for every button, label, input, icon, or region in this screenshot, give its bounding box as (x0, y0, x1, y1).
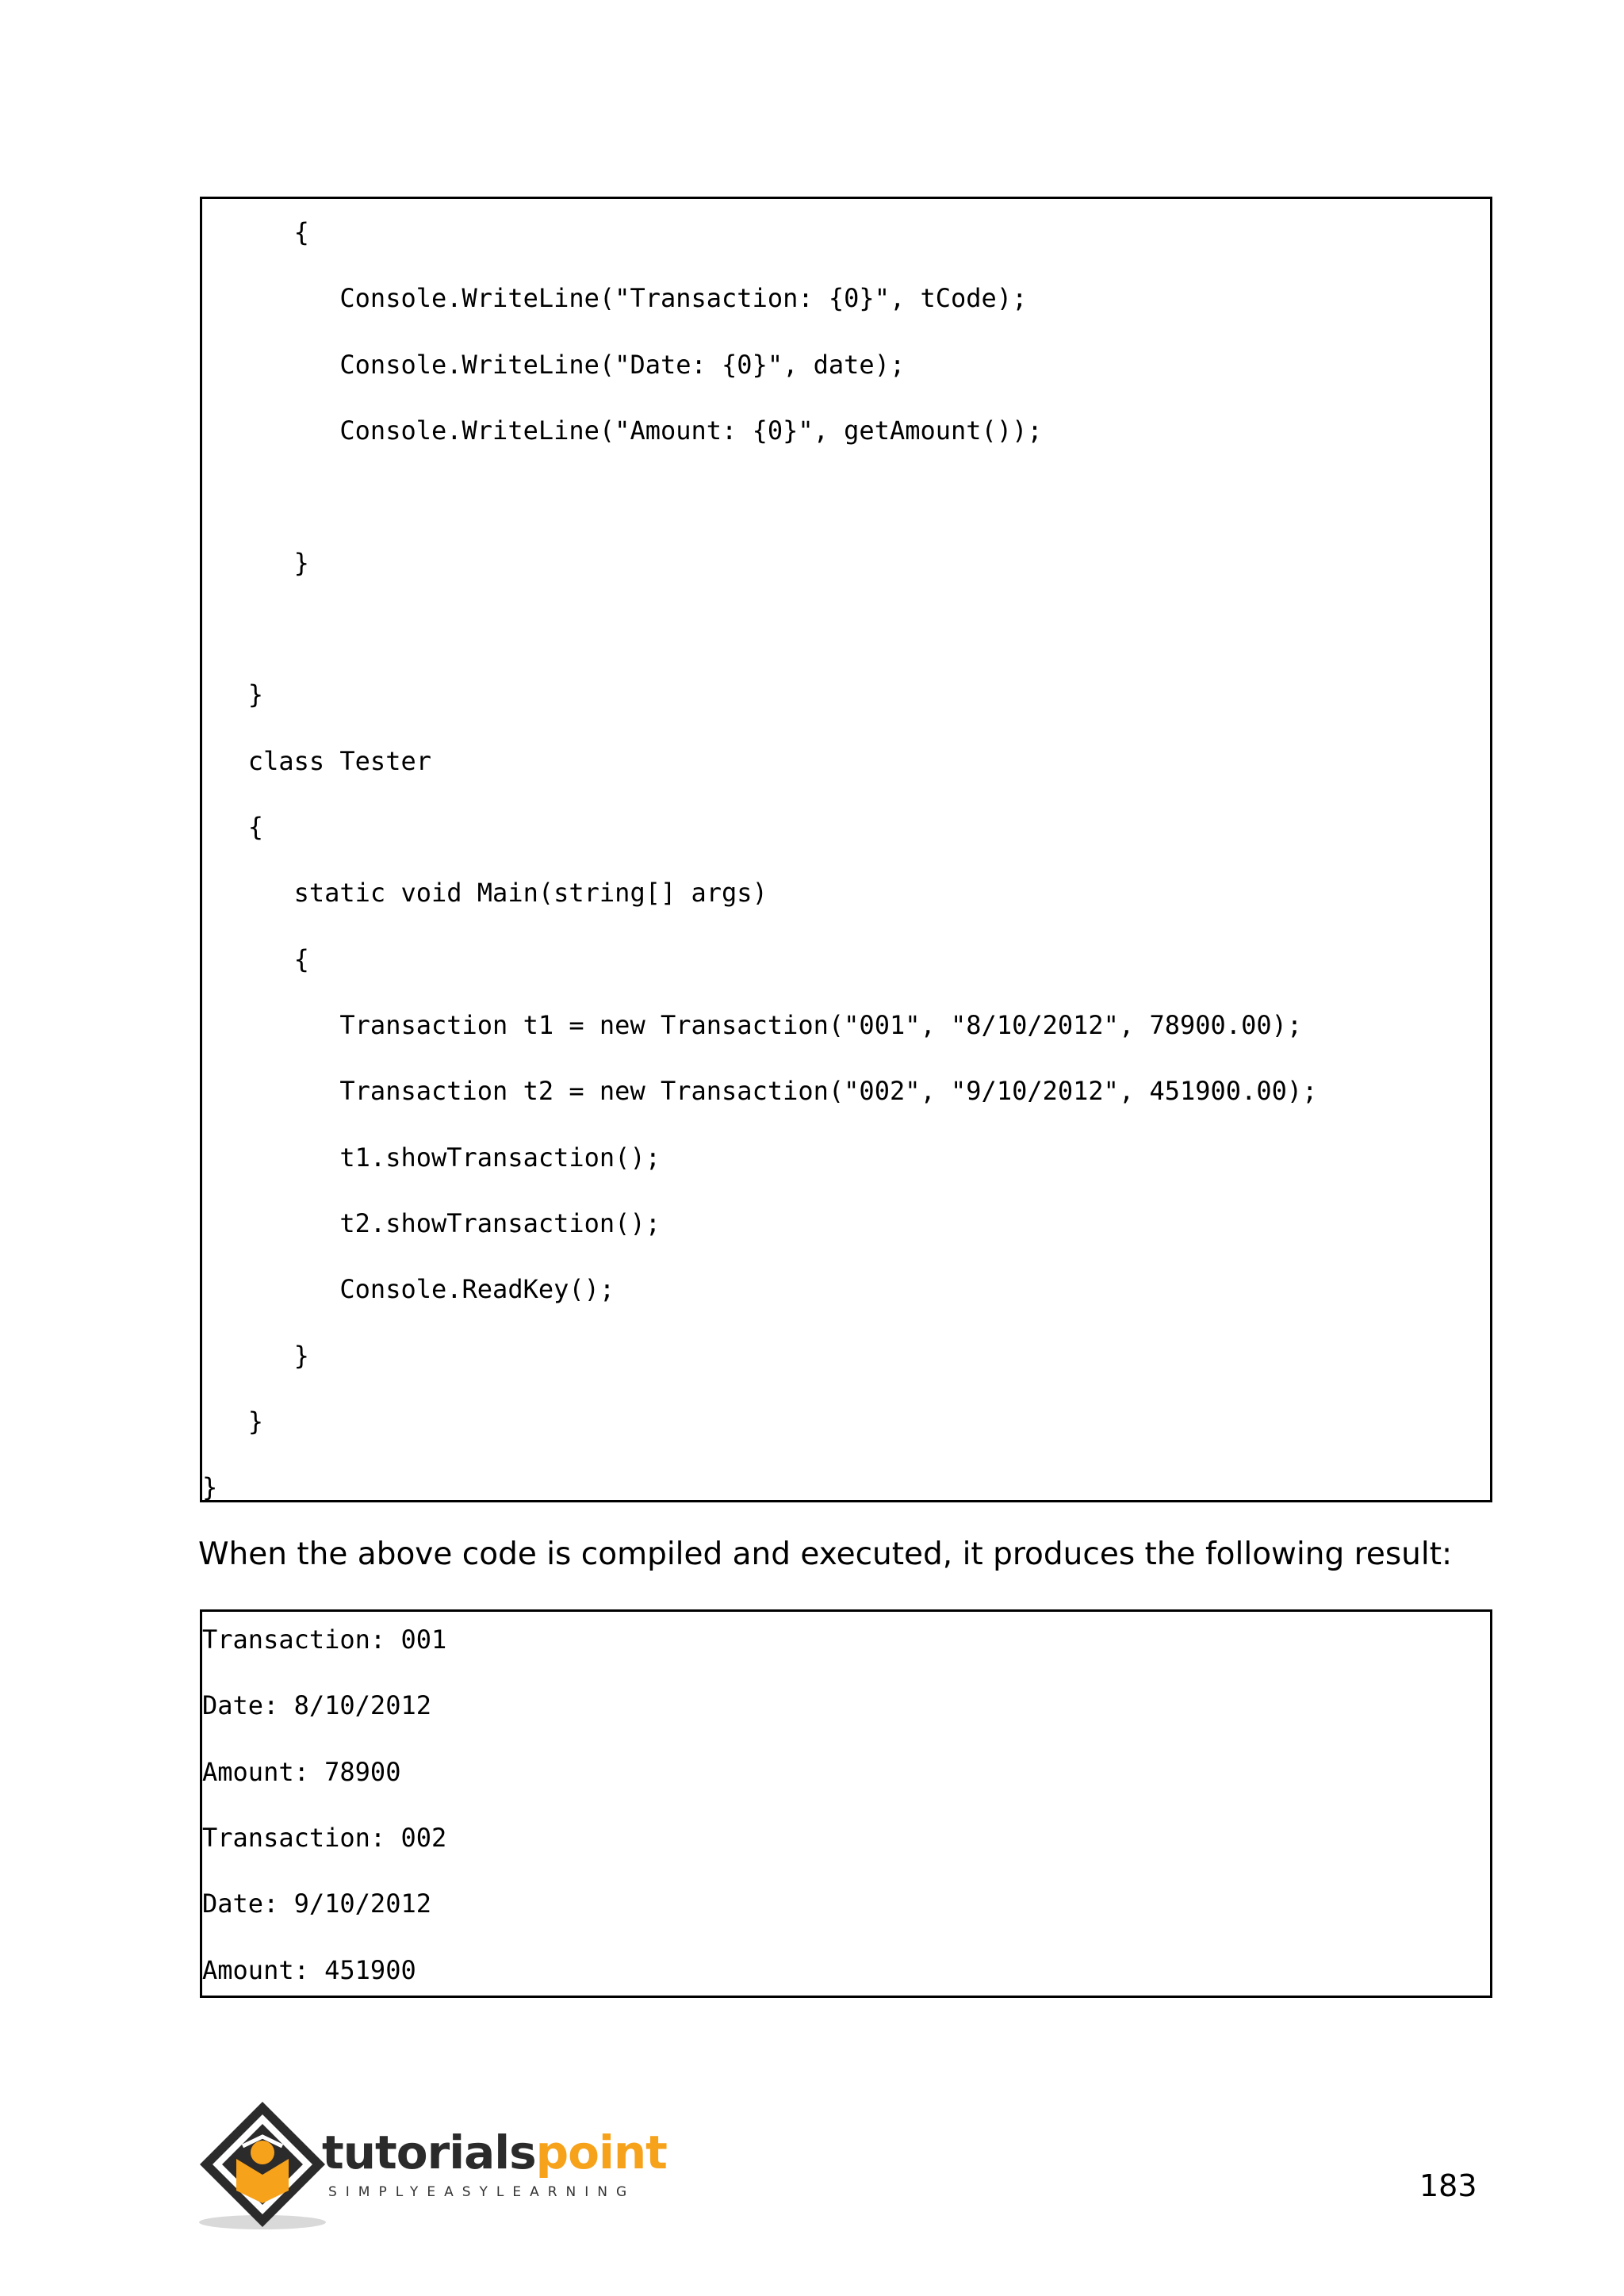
code-line: } (202, 1472, 218, 1502)
code-line: Console.WriteLine("Amount: {0}", getAmount()); (202, 415, 1043, 446)
output-line: Amount: 451900 (202, 1955, 416, 1985)
output-line: Amount: 78900 (202, 1757, 401, 1787)
code-line: } (202, 1341, 309, 1371)
code-line: { (202, 812, 264, 842)
page-number: 183 (1419, 2168, 1477, 2203)
code-line: } (202, 548, 309, 578)
code-lines (202, 199, 1490, 1500)
logo-diamond-icon (195, 2097, 330, 2232)
code-line: Transaction t2 = new Transaction("002", "9/10/2012", 451900.00); (202, 1076, 1318, 1106)
code-line: } (202, 1406, 264, 1437)
code-line: t1.showTransaction(); (202, 1142, 661, 1173)
code-line: class Tester (202, 746, 431, 776)
code-line: { (202, 217, 309, 247)
code-line: Console.WriteLine("Date: {0}", date); (202, 350, 906, 380)
code-line: } (202, 679, 264, 710)
output-line: Date: 9/10/2012 (202, 1888, 431, 1919)
code-line: Console.ReadKey(); (202, 1274, 615, 1304)
logo-tagline: SIMPLYEASYLEARNING (328, 2184, 636, 2200)
code-line: static void Main(string[] args) (202, 878, 768, 908)
output-line: Date: 8/10/2012 (202, 1690, 431, 1720)
code-line: t2.showTransaction(); (202, 1208, 661, 1238)
code-listing-box (200, 197, 1492, 1502)
logo-word-point: point (535, 2126, 667, 2179)
code-line: { (202, 944, 309, 974)
output-line: Transaction: 002 (202, 1823, 447, 1853)
logo-wordmark (322, 2126, 667, 2179)
output-line: Transaction: 001 (202, 1624, 447, 1655)
tutorialspoint-logo (195, 2097, 667, 2232)
logo-word-tutorials: tutorials (322, 2126, 536, 2179)
result-intro-paragraph: When the above code is compiled and executed, it produces the following result: (198, 1536, 1453, 1572)
output-listing-box (200, 1609, 1492, 1998)
code-line: Console.WriteLine("Transaction: {0}", tCode); (202, 283, 1028, 313)
code-line: Transaction t1 = new Transaction("001", "8/10/2012", 78900.00); (202, 1010, 1303, 1040)
output-lines (202, 1612, 1490, 1996)
